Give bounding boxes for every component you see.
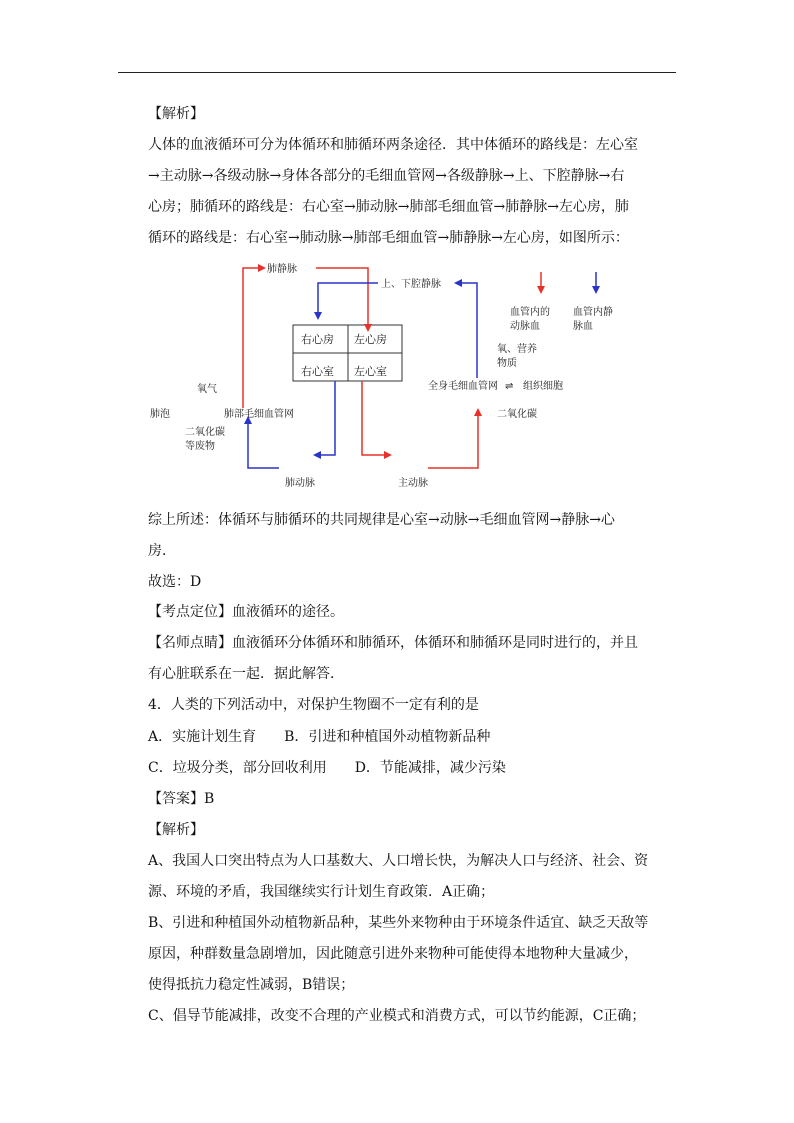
tissue-cells-label: 组织细胞 — [523, 381, 563, 392]
oxygen-nutrients-label: 物质 — [497, 358, 517, 369]
heart-chambers — [293, 325, 402, 381]
svg-text:⇌: ⇌ — [505, 381, 514, 392]
left-atrium-label: 左心房 — [354, 333, 387, 346]
summary-line: 综上所述：体循环与肺循环的共同规律是心室→动脉→毛细血管网→静脉→心 — [148, 512, 615, 528]
legend-venous: 血管内静 — [573, 307, 613, 318]
intro-line: 循环的路线是：右心室→肺动脉→肺部毛细血管→肺静脉→左心房，如图所示： — [148, 230, 629, 246]
legend — [510, 272, 613, 332]
intro-line: 心房；肺循环的路线是：右心室→肺动脉→肺部毛细血管→肺静脉→左心房，肺 — [148, 199, 629, 215]
pulmonary-artery-label: 肺动脉 — [285, 478, 315, 489]
explanation-line: 源、环境的矛盾，我国继续实行计划生育政策．A正确； — [148, 884, 495, 900]
options-line: C．垃圾分类，部分回收利用 D．节能减排，减少污染 — [148, 760, 506, 776]
left-ventricle-label: 左心室 — [354, 365, 387, 378]
options-line: A．实施计划生育 B．引进和种植国外动植物新品种 — [148, 729, 491, 745]
aorta-path — [362, 381, 478, 489]
question-text: 4．人类的下列活动中，对保护生物圈不一定有利的是 — [148, 697, 479, 713]
analysis-heading: 【解析】 — [148, 822, 204, 838]
summary-line: 房． — [148, 543, 176, 559]
analysis-heading: 【解析】 — [148, 106, 204, 122]
oxygen-label: 氧气 — [197, 384, 217, 395]
vena-cava-path — [318, 277, 477, 378]
vena-cava-label: 上、下腔静脉 — [381, 279, 441, 290]
legend-venous: 脉血 — [573, 321, 593, 332]
explanation-line: B、引进和种植国外动植物新品种，某些外来物种由于环境条件适宜、缺乏天敌等 — [148, 915, 649, 931]
pulmonary-artery-path — [248, 381, 335, 489]
explanation-line: C、倡导节能减排，改变不合理的产业模式和消费方式，可以节约能源，C正确； — [148, 1008, 646, 1024]
co2-waste-label: 等废物 — [185, 441, 215, 452]
intro-line: 人体的血液循环可分为体循环和肺循环两条途径．其中体循环的路线是：左心室 — [148, 137, 638, 153]
mingshi-line: 【名师点睛】血液循环分体循环和肺循环，体循环和肺循环是同时进行的，并且 — [148, 635, 638, 651]
answer-choice: 故选：D — [148, 574, 202, 590]
explanation-line: 使得抵抗力稳定性减弱，B错误； — [148, 977, 355, 993]
explanation-line: A、我国人口突出特点为人口基数大、人口增长快，为解决人口与经济、社会、资 — [148, 853, 649, 869]
right-atrium-label: 右心房 — [301, 333, 334, 346]
oxygen-nutrients-label: 氧、营养 — [497, 344, 537, 355]
explanation-line: 原因，种群数量急剧增加，因此随意引进外来物种可能使得本地物种大量减少， — [148, 946, 638, 962]
answer-line: 【答案】B — [148, 791, 215, 807]
kaodian-line: 【考点定位】血液循环的途径。 — [148, 604, 344, 620]
lung-capillary-label: 肺部毛细血管网 — [224, 409, 294, 420]
carbon-dioxide-label: 二氧化碳 — [497, 409, 537, 420]
mingshi-line: 有心脏联系在一起．据此解答． — [148, 666, 344, 682]
alveoli-label: 肺泡 — [150, 409, 170, 420]
legend-arterial: 动脉血 — [510, 321, 540, 332]
pulmonary-vein-label: 肺静脉 — [267, 264, 297, 275]
body-capillary-label: 全身毛细血管网 — [428, 381, 498, 392]
aorta-label: 主动脉 — [398, 478, 428, 489]
right-ventricle-label: 右心室 — [301, 365, 334, 378]
co2-waste-label: 二氧化碳 — [185, 427, 225, 438]
legend-arterial: 血管内的 — [510, 307, 550, 318]
intro-line: →主动脉→各级动脉→身体各部分的毛细血管网→各级静脉→上、下腔静脉→右 — [148, 168, 625, 184]
